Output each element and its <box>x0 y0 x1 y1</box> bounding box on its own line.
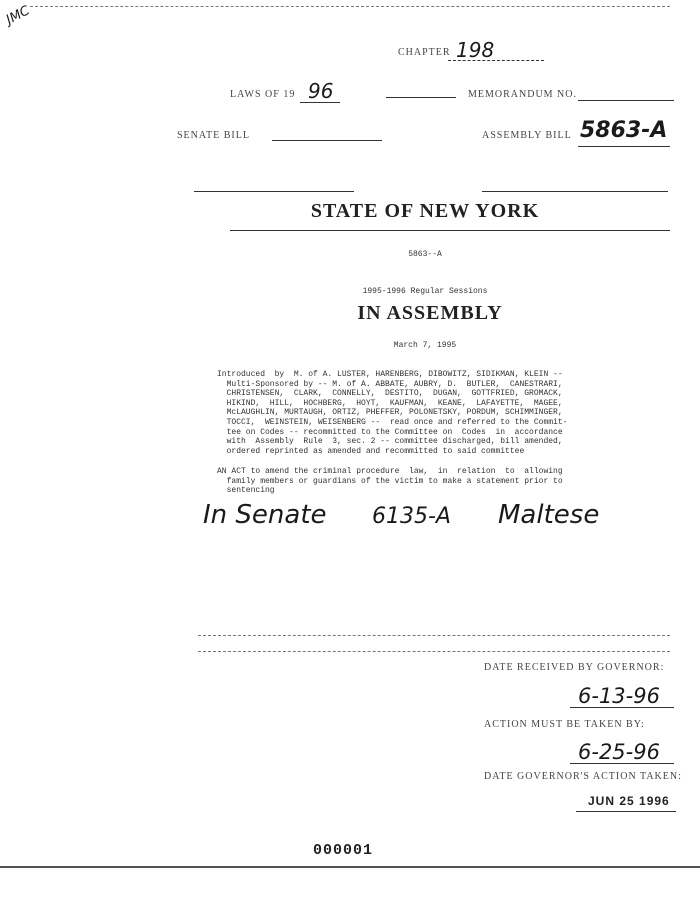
intro-line: with Assembly Rule 3, sec. 2 -- committee discharged, bill amended, <box>217 437 563 447</box>
intro-line: Introduced by M. of A. LUSTER, HARENBERG, DIBOWITZ, SIDIKMAN, KLEIN -- <box>217 370 563 379</box>
laws-value: 96 <box>308 79 334 103</box>
lower-separator-bottom <box>198 651 670 652</box>
senate-bill-label: SENATE BILL <box>177 130 250 141</box>
chapter-label: CHAPTER <box>398 47 451 58</box>
bill-number: 5863--A <box>408 250 442 259</box>
handwritten-senate-bill: 6135-A <box>372 504 451 529</box>
state-title: STATE OF NEW YORK <box>310 200 540 222</box>
chapter-underline <box>448 60 544 61</box>
action-taken-label: DATE GOVERNOR'S ACTION TAKEN: <box>484 771 682 782</box>
action-taken-underline <box>576 811 676 812</box>
action-must-label: ACTION MUST BE TAKEN BY: <box>484 719 645 730</box>
intro-line: tee on Codes -- recommitted to the Committee on Codes in accordance <box>217 427 563 437</box>
act-line: AN ACT to amend the criminal procedure law, in relation to allowing <box>217 467 563 476</box>
senate-bill-underline <box>272 140 382 141</box>
act-paragraph <box>217 467 563 496</box>
intro-line: Multi-Sponsored by -- M. of A. ABBATE, AUBRY, D. BUTLER, CANESTRARI, <box>217 379 563 389</box>
laws-underline <box>300 102 340 103</box>
corner-initials: JMC <box>3 3 33 28</box>
chamber-title: IN ASSEMBLY <box>357 302 503 324</box>
assembly-bill-label: ASSEMBLY BILL <box>482 130 572 141</box>
intro-line: CHRISTENSEN, CLARK, CONNELLY, DESTITO, DUGAN, GOTTFRIED, GROMACK, <box>217 389 563 399</box>
date-received-value: 6-13-96 <box>578 684 660 708</box>
top-border-line <box>30 6 670 7</box>
action-must-underline <box>570 763 674 764</box>
action-taken-stamp: JUN 25 1996 <box>588 794 670 808</box>
action-must-value: 6-25-96 <box>578 740 660 764</box>
handwritten-senate-prefix: In Senate <box>203 500 327 530</box>
intro-line: McLAUGHLIN, MURTAUGH, ORTIZ, PHEFFER, POLONETSKY, PORDUM, SCHIMMINGER, <box>217 408 563 418</box>
bottom-scan-line <box>0 866 700 868</box>
introduction-paragraph <box>217 370 567 456</box>
lower-separator-top <box>198 635 670 636</box>
date-received-label: DATE RECEIVED BY GOVERNOR: <box>484 662 665 673</box>
page-number: 000001 <box>313 842 374 859</box>
session-text: 1995-1996 Regular Sessions <box>362 287 488 296</box>
date-received-underline <box>570 707 674 708</box>
act-line: family members or guardians of the victim to make a statement prior to <box>217 476 563 486</box>
separator-left <box>194 191 354 192</box>
intro-line: ordered reprinted as amended and recommitted to said committee <box>217 446 525 456</box>
act-line: sentencing <box>217 486 275 496</box>
assembly-bill-value: 5863-A <box>580 118 668 143</box>
date-text: March 7, 1995 <box>393 341 457 350</box>
state-title-rule <box>230 230 670 231</box>
chapter-value: 198 <box>456 38 495 62</box>
assembly-bill-underline <box>578 146 670 147</box>
intro-line: HIKIND, HILL, HOCHBERG, HOYT, KAUFMAN, KEANE, LAFAYETTE, MAGEE, <box>217 398 563 408</box>
memorandum-underline <box>578 100 674 101</box>
separator-right <box>482 191 668 192</box>
memorandum-blank-left <box>386 97 456 98</box>
laws-label: LAWS OF 19 <box>230 89 296 100</box>
handwritten-sponsor: Maltese <box>498 500 600 530</box>
memorandum-label: MEMORANDUM NO. <box>468 89 578 100</box>
intro-line: TOCCI, WEINSTEIN, WEISENBERG -- read once and referred to the Commit- <box>217 417 568 427</box>
